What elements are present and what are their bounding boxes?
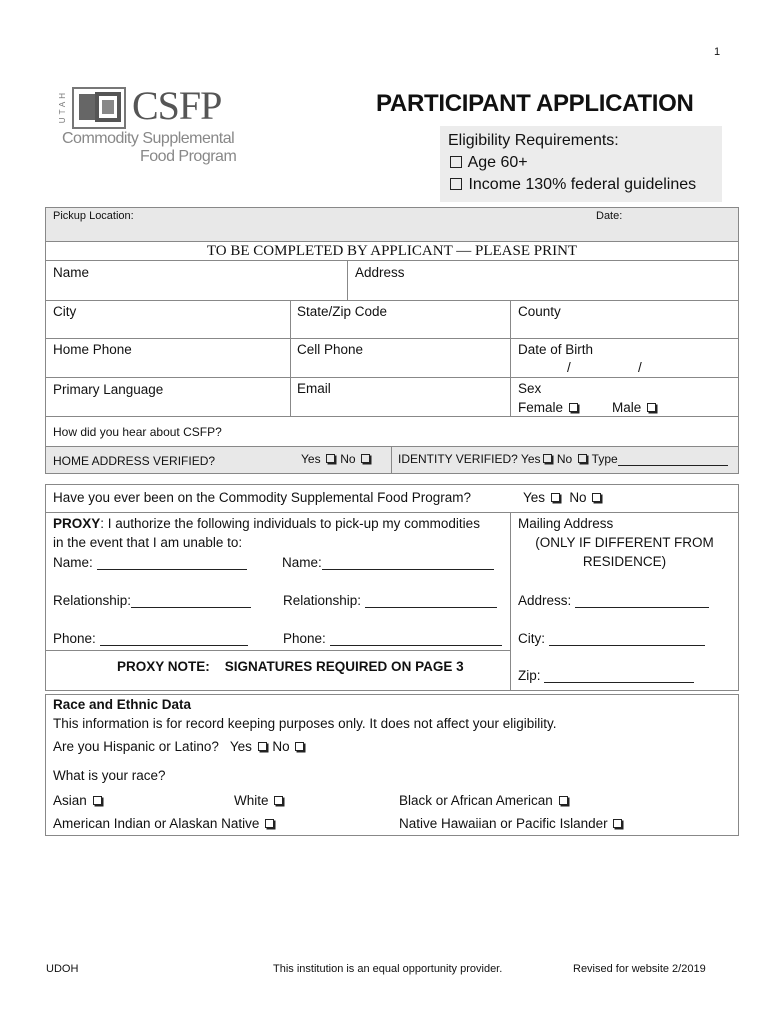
checkbox-icon[interactable]	[326, 454, 335, 463]
checkbox-icon[interactable]	[647, 403, 656, 412]
phone-label: Phone:	[283, 631, 326, 646]
dob-slash-1: /	[567, 360, 571, 375]
yes-label: Yes	[229, 739, 252, 754]
logo-state-text: UTAH	[58, 90, 67, 124]
previous-options[interactable]	[523, 490, 603, 505]
mailing-zip-field[interactable]	[518, 668, 694, 683]
primary-language-field[interactable]: Primary Language	[53, 382, 164, 397]
sex-male-option[interactable]	[612, 400, 658, 415]
checkbox-icon[interactable]	[274, 796, 283, 805]
proxy-relationship-2[interactable]	[283, 593, 497, 608]
city-label: City:	[518, 631, 545, 646]
county-field[interactable]: County	[518, 304, 561, 319]
proxy-name-2[interactable]	[282, 555, 494, 570]
eligibility-item-age	[448, 154, 528, 172]
relationship-blank[interactable]	[365, 594, 497, 608]
zip-label: Zip:	[518, 668, 541, 683]
race-white-option[interactable]	[234, 793, 285, 808]
phone-label: Phone:	[53, 631, 96, 646]
proxy-note-label: PROXY NOTE:	[117, 659, 210, 674]
sex-label: Sex	[518, 381, 542, 396]
no-label: No	[272, 739, 290, 754]
no-label: No	[556, 452, 573, 466]
proxy-phone-2[interactable]	[283, 631, 502, 646]
race-hawaiian-option[interactable]	[399, 816, 624, 831]
pickup-row	[46, 207, 738, 241]
logo-line1: Commodity Supplemental	[62, 130, 235, 147]
male-label: Male	[612, 400, 642, 415]
footer-center: This institution is an equal opportunity provider.	[273, 963, 503, 975]
footer-left: UDOH	[46, 963, 79, 975]
race-info: This information is for record keeping purposes only. It does not affect your eligibility.	[53, 716, 557, 731]
eligibility-age-label: Age 60+	[467, 154, 528, 171]
hawaiian-label: Native Hawaiian or Pacific Islander	[399, 816, 608, 831]
name-field[interactable]: Name	[53, 265, 90, 280]
mailing-heading: Mailing Address	[518, 516, 614, 531]
logo-mark-icon	[72, 86, 130, 130]
checkbox-icon[interactable]	[551, 493, 560, 502]
hispanic-question-label: Are you Hispanic or Latino?	[53, 739, 219, 754]
address-blank[interactable]	[575, 594, 709, 608]
yes-label: Yes	[523, 490, 546, 505]
checkbox-icon[interactable]	[258, 742, 267, 751]
proxy-label: PROXY	[53, 516, 101, 531]
proxy-authorization	[53, 516, 480, 531]
relationship-blank[interactable]	[131, 594, 251, 608]
page-title: PARTICIPANT APPLICATION	[376, 90, 694, 117]
home-address-verified-options[interactable]	[301, 452, 372, 466]
heard-about-field[interactable]: How did you hear about CSFP?	[53, 425, 222, 439]
eligibility-item-income	[448, 176, 696, 194]
address-label: Address:	[518, 593, 572, 608]
eligibility-heading: Eligibility Requirements:	[448, 132, 619, 149]
american-indian-label: American Indian or Alaskan Native	[53, 816, 260, 831]
phone-blank[interactable]	[100, 632, 248, 646]
mailing-sub2: RESIDENCE)	[582, 554, 667, 569]
eligibility-income-label: Income 130% federal guidelines	[468, 176, 697, 193]
identity-verified-label: IDENTITY VERIFIED? Yes	[398, 452, 541, 466]
state-zip-field[interactable]: State/Zip Code	[297, 304, 388, 319]
type-blank[interactable]	[618, 452, 728, 466]
previous-question: Have you ever been on the Commodity Supplemental Food Program?	[53, 490, 471, 505]
checkbox-icon[interactable]	[569, 403, 578, 412]
proxy-relationship-1[interactable]	[53, 593, 251, 608]
no-label: No	[340, 452, 356, 466]
footer-right: Revised for website 2/2019	[573, 963, 706, 975]
pickup-location-label[interactable]: Pickup Location:	[53, 210, 134, 222]
checkbox-icon[interactable]	[559, 796, 568, 805]
checkbox-icon[interactable]	[93, 796, 102, 805]
sex-female-option[interactable]	[518, 400, 580, 415]
logo-brand: CSFP	[132, 83, 222, 128]
proxy-name-1[interactable]	[53, 555, 247, 570]
mailing-sub1: (ONLY IF DIFFERENT FROM	[535, 535, 714, 550]
identity-verified-options[interactable]	[398, 452, 728, 466]
home-address-verified-label: HOME ADDRESS VERIFIED?	[53, 454, 216, 468]
name-label: Name:	[53, 555, 93, 570]
race-question: What is your race?	[53, 768, 166, 783]
checkbox-icon[interactable]	[265, 819, 274, 828]
proxy-text-line1: : I authorize the following individuals to pick-up my commodities	[100, 516, 480, 531]
city-field[interactable]: City	[53, 304, 77, 319]
cell-phone-field[interactable]: Cell Phone	[297, 342, 364, 357]
eligibility-box	[440, 126, 722, 202]
name-label: Name:	[282, 555, 322, 570]
checkbox-icon[interactable]	[578, 454, 587, 463]
checkbox-icon[interactable]	[592, 493, 601, 502]
asian-label: Asian	[53, 793, 87, 808]
email-field[interactable]: Email	[297, 381, 331, 396]
proxy-note-text: SIGNATURES REQUIRED ON PAGE 3	[224, 659, 464, 674]
yes-label: Yes	[301, 452, 321, 466]
checkbox-icon	[450, 178, 462, 190]
proxy-note	[117, 659, 464, 674]
relationship-label: Relationship:	[283, 593, 362, 608]
race-heading: Race and Ethnic Data	[53, 697, 192, 712]
home-phone-field[interactable]: Home Phone	[53, 342, 132, 357]
city-blank[interactable]	[549, 632, 705, 646]
mailing-city-field[interactable]	[518, 631, 705, 646]
phone-blank[interactable]	[330, 632, 502, 646]
mailing-address-field[interactable]	[518, 593, 709, 608]
pickup-date-label[interactable]: Date:	[596, 210, 623, 222]
race-black-option[interactable]	[399, 793, 570, 808]
dob-slash-2: /	[638, 360, 642, 375]
checkbox-icon	[450, 156, 462, 168]
name-blank[interactable]	[97, 556, 247, 570]
race-american-indian-option[interactable]	[53, 816, 276, 831]
checkbox-icon[interactable]	[613, 819, 622, 828]
type-label: Type	[591, 452, 618, 466]
logo-line2: Food Program	[140, 148, 237, 165]
zip-blank[interactable]	[544, 669, 694, 683]
checkbox-icon[interactable]	[295, 742, 304, 751]
csfp-logo	[60, 80, 260, 170]
checkbox-icon[interactable]	[543, 454, 552, 463]
proxy-phone-1[interactable]	[53, 631, 248, 646]
female-label: Female	[518, 400, 564, 415]
page-number: 1	[714, 46, 721, 58]
address-field[interactable]: Address	[355, 265, 405, 280]
black-label: Black or African American	[399, 793, 553, 808]
relationship-label: Relationship:	[53, 593, 132, 608]
white-label: White	[234, 793, 269, 808]
checkbox-icon[interactable]	[361, 454, 370, 463]
race-asian-option[interactable]	[53, 793, 104, 808]
hispanic-question[interactable]	[53, 739, 306, 754]
proxy-text-line2: in the event that I am unable to:	[53, 535, 243, 550]
section-header: TO BE COMPLETED BY APPLICANT — PLEASE PRINT	[206, 243, 578, 259]
no-label: No	[569, 490, 587, 505]
dob-field[interactable]: Date of Birth	[518, 342, 594, 357]
name-blank[interactable]	[322, 556, 494, 570]
